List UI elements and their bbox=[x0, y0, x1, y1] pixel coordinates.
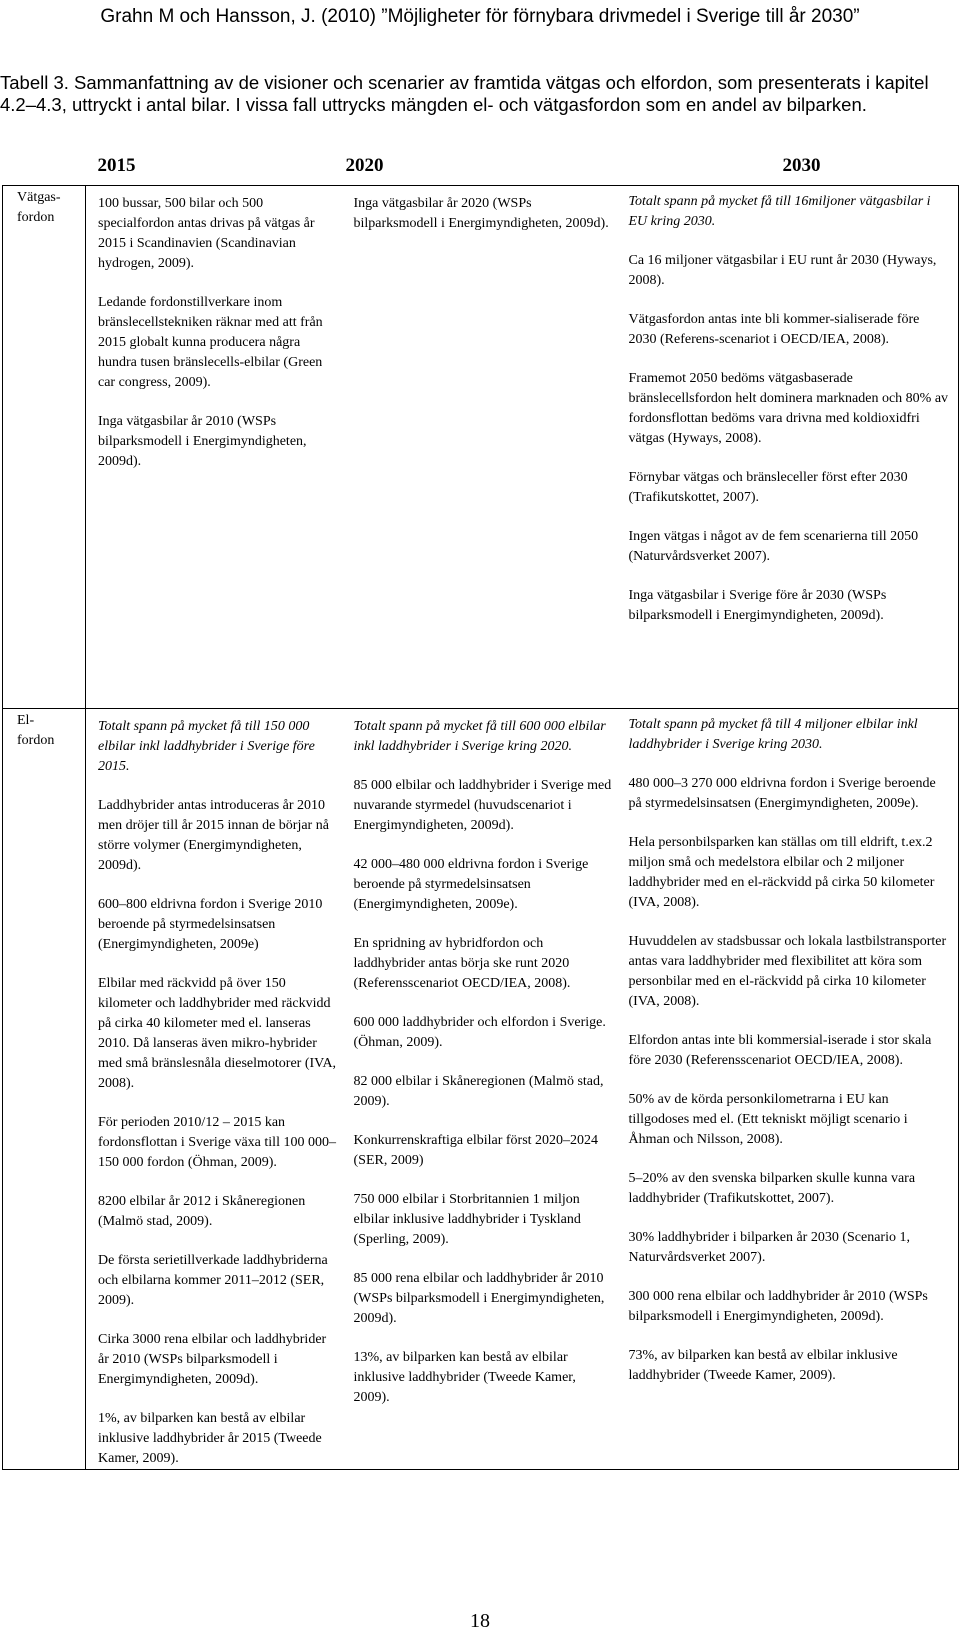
header-empty bbox=[3, 147, 86, 186]
cell-paragraph: Totalt spann på mycket få till 150 000 elbilar inkl laddhybrider i Sverige före 2015. bbox=[98, 719, 315, 774]
cell-paragraph: 5–20% av den svenska bilparken skulle kunna vara laddhybrider (Trafikutskottet, 2007). bbox=[628, 1171, 916, 1206]
cell-paragraph: Ingen vätgas i något av de fem scenarierna till 2050 (Naturvårdsverket 2007). bbox=[628, 529, 919, 564]
year-header-2020: 2020 bbox=[345, 155, 384, 176]
row-label-line: fordon bbox=[17, 733, 55, 748]
cell-paragraph: Inga vätgasbilar år 2010 (WSPs bilparksmodell i Energimyndigheten, 2009d). bbox=[98, 414, 307, 469]
cell-el-2030 bbox=[621, 709, 959, 1470]
cell-paragraph: Inga vätgasbilar år 2020 (WSPs bilparksmodell i Energimyndigheten, 2009d). bbox=[353, 196, 609, 231]
cell-paragraph: Framemot 2050 bedöms vätgasbaserade bränslecellsfordon helt dominera marknaden och 80% av fordonsflottan bedöms vara drivna med koldioxidfri vätgas (Hyways, 2008). bbox=[628, 371, 949, 446]
cell-paragraph: Totalt spann på mycket få till 600 000 elbilar inkl laddhybrider i Sverige kring 2020. bbox=[353, 719, 606, 754]
summary-table bbox=[2, 147, 959, 1470]
table-caption: Tabell 3. Sammanfattning av de visioner och scenarier av framtida vätgas och elfordon, som presenterats i kapitel 4.2–4.3, uttryckt i antal bilar. I vissa fall uttrycks mängden el- och vätgasfordon som en andel av bilparken. bbox=[0, 72, 929, 115]
cell-paragraph: 600–800 eldrivna fordon i Sverige 2010 beroende på styrmedelsinsatsen (Energimyndigheten, 2009e) bbox=[98, 897, 323, 952]
cell-vatgas-2015 bbox=[86, 186, 346, 709]
row-label-vatgasfordon bbox=[3, 186, 86, 709]
cell-paragraph: 30% laddhybrider i bilparken år 2030 (Scenario 1, Naturvårdsverket 2007). bbox=[628, 1230, 910, 1265]
cell-paragraph: 85 000 rena elbilar och laddhybrider år 2010 (WSPs bilparksmodell i Energimyndigheten, 2009d). bbox=[353, 1271, 605, 1326]
cell-paragraph: Ca 16 miljoner vätgasbilar i EU runt år 2030 (Hyways, 2008). bbox=[628, 253, 937, 288]
cell-paragraph: 13%, av bilparken kan bestå av elbilar inklusive laddhybrider (Tweede Kamer, 2009). bbox=[353, 1350, 576, 1405]
cell-paragraph: 100 bussar, 500 bilar och 500 specialfordon antas drivas på vätgas år 2015 i Scandinavien (Scandinavian hydrogen, 2009). bbox=[98, 196, 315, 271]
cell-paragraph: Elfordon antas inte bli kommersial-iserade i stor skala före 2030 (Referensscenariot OECD/IEA, 2008). bbox=[628, 1033, 932, 1068]
row-label-elfordon bbox=[3, 709, 86, 1470]
cell-paragraph: 42 000–480 000 eldrivna fordon i Sverige beroende på styrmedelsinsatsen (Energimyndigheten, 2009e). bbox=[353, 857, 589, 912]
cell-paragraph: 73%, av bilparken kan bestå av elbilar inklusive laddhybrider (Tweede Kamer, 2009). bbox=[628, 1348, 898, 1383]
cell-paragraph: De första serietillverkade laddhybriderna och elbilarna kommer 2011–2012 (SER, 2009). bbox=[98, 1253, 328, 1308]
table-row-vatgasfordon bbox=[3, 186, 959, 709]
cell-paragraph: 300 000 rena elbilar och laddhybrider år 2010 (WSPs bilparksmodell i Energimyndigheten, 2009d). bbox=[628, 1289, 928, 1324]
page-number: 18 bbox=[470, 1610, 490, 1632]
cell-paragraph: Vätgasfordon antas inte bli kommer-sialiserade före 2030 (Referens-scenariot i OECD/IEA, 2008). bbox=[628, 312, 920, 347]
cell-paragraph: 1%, av bilparken kan bestå av elbilar inklusive laddhybrider år 2015 (Tweede Kamer, 2009). bbox=[98, 1411, 322, 1466]
cell-paragraph: Laddhybrider antas introduceras år 2010 men dröjer till år 2015 innan de börjar nå större volymer (Energimyndigheten, 2009d). bbox=[98, 798, 329, 873]
cell-paragraph: En spridning av hybridfordon och laddhybrider antas börja ske runt 2020 (Referensscenariot OECD/IEA, 2008). bbox=[353, 936, 571, 991]
row-label-line: El- bbox=[17, 713, 35, 728]
cell-vatgas-2020 bbox=[346, 186, 621, 709]
cell-vatgas-2030 bbox=[621, 186, 959, 709]
cell-paragraph: Totalt spann på mycket få till 4 miljoner elbilar inkl laddhybrider i Sverige kring 2030. bbox=[628, 717, 918, 752]
year-header-2015: 2015 bbox=[97, 155, 136, 176]
cell-paragraph: Ledande fordonstillverkare inom bränslecellstekniken räknar med att från 2015 globalt kunna producera några hundra tusen bränslecells-elbilar (Green car congress, 2009). bbox=[98, 295, 323, 390]
cell-paragraph: Förnybar vätgas och bränsleceller först efter 2030 (Trafikutskottet, 2007). bbox=[628, 470, 908, 505]
cell-el-2020 bbox=[346, 709, 621, 1470]
cell-paragraph: 85 000 elbilar och laddhybrider i Sverige med nuvarande styrmedel (huvudscenariot i Energimyndigheten, 2009d). bbox=[353, 778, 612, 833]
cell-paragraph: Inga vätgasbilar i Sverige före år 2030 (WSPs bilparksmodell i Energimyndigheten, 2009d). bbox=[628, 588, 887, 623]
cell-paragraph: 50% av de körda personkilometrarna i EU kan tillgodoses med el. (Ett tekniskt möjligt scenario i Åhman och Nilsson, 2008). bbox=[628, 1092, 908, 1147]
cell-paragraph: 82 000 elbilar i Skåneregionen (Malmö stad, 2009). bbox=[353, 1074, 604, 1109]
year-header-row bbox=[3, 147, 959, 186]
cell-paragraph: Totalt spann på mycket få till 16miljoner vätgasbilar i EU kring 2030. bbox=[628, 194, 931, 229]
cell-paragraph: Cirka 3000 rena elbilar och laddhybrider år 2010 (WSPs bilparksmodell i Energimyndigheten, 2009d). bbox=[98, 1332, 327, 1387]
table-row-elfordon bbox=[3, 709, 959, 1470]
cell-paragraph: 750 000 elbilar i Storbritannien 1 miljon elbilar inklusive laddhybrider i Tyskland (Sperling, 2009). bbox=[353, 1192, 581, 1247]
row-label-line: fordon bbox=[17, 210, 55, 225]
cell-paragraph: Huvuddelen av stadsbussar och lokala lastbilstransporter antas vara laddhybrider med flexibilitet att köra som personbilar med en el-räckvidd på cirka 10 kilometer (IVA, 2008). bbox=[628, 934, 947, 1009]
cell-paragraph: Konkurrenskraftiga elbilar först 2020–2024 (SER, 2009) bbox=[353, 1133, 599, 1168]
year-header-2030: 2030 bbox=[782, 155, 821, 176]
row-label-line: Vätgas- bbox=[17, 190, 61, 205]
running-head: Grahn M och Hansson, J. (2010) ”Möjligheter för förnybara drivmedel i Sverige till år 2030” bbox=[100, 6, 860, 27]
cell-el-2015 bbox=[86, 709, 346, 1470]
cell-paragraph: Hela personbilsparken kan ställas om till eldrift, t.ex.2 miljon små och medelstora elbilar och 2 miljoner laddhybrider med en el-räckvidd på cirka 50 kilometer (IVA, 2008). bbox=[628, 835, 935, 910]
cell-paragraph: 8200 elbilar år 2012 i Skåneregionen (Malmö stad, 2009). bbox=[98, 1194, 306, 1229]
cell-paragraph: 600 000 laddhybrider och elfordon i Sverige. (Öhman, 2009). bbox=[353, 1015, 606, 1050]
cell-paragraph: Elbilar med räckvidd på över 150 kilometer och laddhybrider med räckvidd på cirka 40 kilometer med el. lanseras 2010. Då lanseras även mikro-hybrider med små bränslesnåla dieselmotorer (IVA, 2008). bbox=[98, 976, 337, 1091]
cell-paragraph: För perioden 2010/12 – 2015 kan fordonsflottan i Sverige växa till 100 000–150 000 fordon (Öhman, 2009). bbox=[98, 1115, 336, 1170]
cell-paragraph: 480 000–3 270 000 eldrivna fordon i Sverige beroende på styrmedelsinsatsen (Energimyndigheten, 2009e). bbox=[628, 776, 936, 811]
